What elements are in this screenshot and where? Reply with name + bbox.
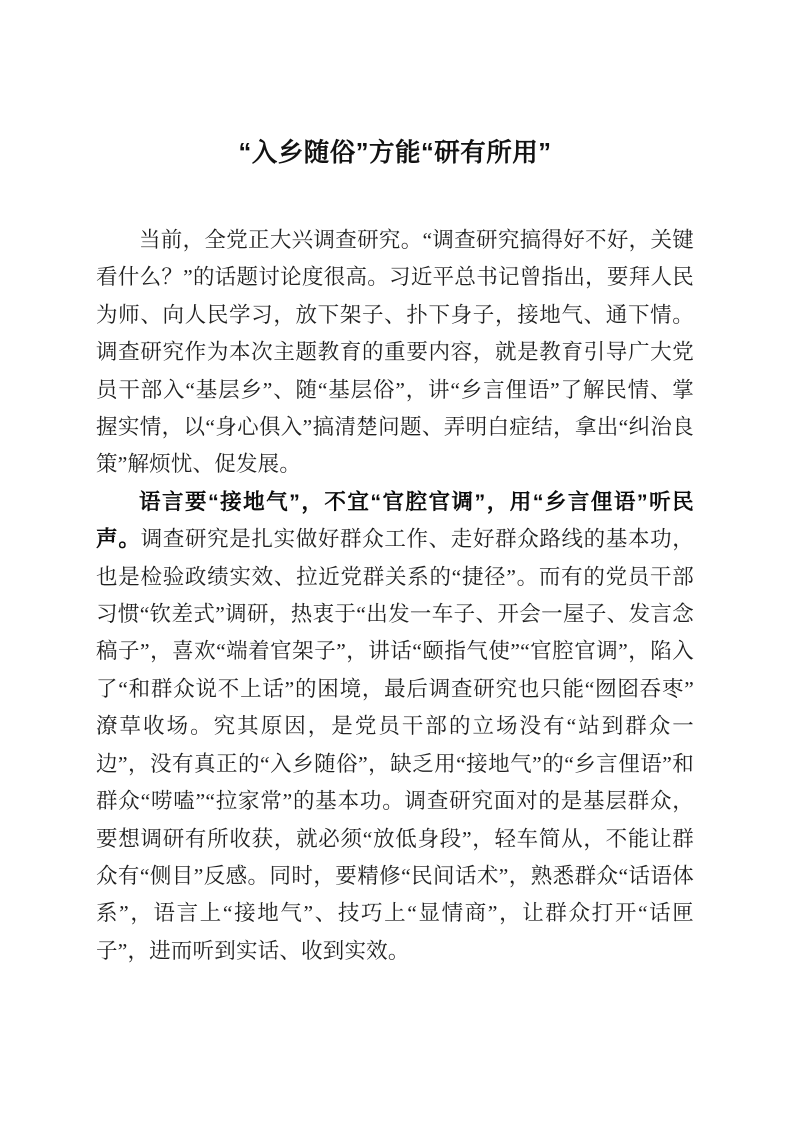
paragraph-2-text: 调查研究是扎实做好群众工作、走好群众路线的基本功，也是检验政绩实效、拉近党群关系的“捷径”。而有的党员干部习惯“钦差式”调研，热衷于“出发一车子、开会一屋子、发言念稿子”，喜欢“端着官架子”，讲话“颐指气使”“官腔官调”，陷入了“和群众说不上话”的困境，最后调查研究也只能“囫囵吞枣”潦草收场。究其原因，是党员干部的立场没有“站到群众一边”，没有真正的“入乡随俗”，缺乏用“接地气”的“乡言俚语”和群众“唠嗑”“拉家常”的基本功。调查研究面对的是基层群众，要想调研有所收获，就必须“放低身段”，轻车简从，不能让群众有“侧目”反感。同时，要精修“民间话术”，熟悉群众“话语体系”，语言上“接地气”、技巧上“显情商”，让群众打开“话匣子”，进而听到实话、收到实效。 <box>96 527 694 963</box>
page-title: “入乡随俗”方能“研有所用” <box>238 139 552 167</box>
paragraph-1 <box>96 222 694 484</box>
document-body <box>96 0 694 970</box>
paragraph-1-text: 当前，全党正大兴调查研究。“调查研究搞得好不好，关键看什么？”的话题讨论度很高。习近平总书记曾指出，要拜人民为师、向人民学习，放下架子、扑下身子，接地气、通下情。调查研究作为本次主题教育的重要内容，就是教育引导广大党员干部入“基层乡”、随“基层俗”，讲“乡言俚语”了解民情、掌握实情，以“身心俱入”搞清楚问题、弄明白症结，拿出“纠治良策”解烦忧、促发展。 <box>96 228 694 477</box>
paragraph-2 <box>96 484 694 970</box>
paragraph-2-lead: 语言要“接地气”，不宜“官腔官调”，用“乡言俚语”听民声。 <box>96 489 694 552</box>
